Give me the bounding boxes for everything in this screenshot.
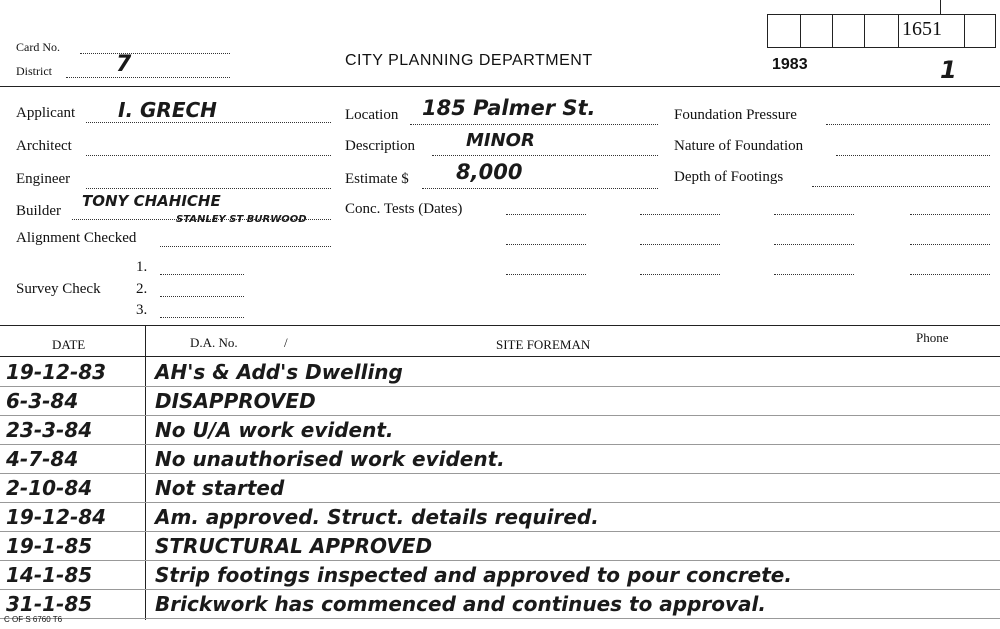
- survey-item-1: 1.: [136, 259, 148, 275]
- conc-line-b3: [640, 274, 720, 275]
- builder-label: Builder: [16, 203, 61, 219]
- header-rule: [0, 86, 1000, 87]
- district-label: District: [16, 64, 52, 78]
- log-row-date: 23-3-84: [6, 418, 93, 442]
- applicant-line: [86, 122, 331, 123]
- log-row-entry: Strip footings inspected and approved to pour concrete.: [155, 563, 792, 587]
- conc-line-a2: [506, 244, 586, 245]
- conc-line-d2: [910, 244, 990, 245]
- engineer-label: Engineer: [16, 171, 71, 187]
- conc-line-a3: [506, 274, 586, 275]
- description-label: Description: [345, 138, 415, 154]
- log-row: [0, 532, 1000, 562]
- log-row: [0, 561, 1000, 591]
- year: 1983: [772, 56, 808, 73]
- depth-of-footings-label: Depth of Footings: [674, 169, 784, 185]
- estimate-value: 8,000: [456, 160, 523, 184]
- log-row: [0, 590, 1000, 620]
- log-row: [0, 416, 1000, 446]
- location-value: 185 Palmer St.: [422, 96, 596, 120]
- architect-line: [86, 155, 331, 156]
- conc-line-c1: [774, 214, 854, 215]
- estimate-line: [422, 188, 658, 189]
- log-row-date: 19-1-85: [6, 534, 93, 558]
- conc-line-c2: [774, 244, 854, 245]
- card-no-line: [80, 53, 230, 54]
- log-row-date: 19-12-83: [6, 360, 107, 384]
- survey-item-2: 2.: [136, 281, 148, 297]
- log-row-entry: Brickwork has commenced and continues to approval.: [155, 592, 766, 616]
- conc-line-d3: [910, 274, 990, 275]
- log-row-entry: No unauthorised work evident.: [155, 447, 505, 471]
- builder-address: STANLEY ST BURWOOD: [176, 214, 307, 225]
- conc-line-d1: [910, 214, 990, 215]
- conc-line-b2: [640, 244, 720, 245]
- foundation-pressure-label: Foundation Pressure: [674, 107, 797, 123]
- location-line: [410, 124, 658, 125]
- builder-value: TONY CHAHICHE: [82, 192, 221, 210]
- log-row: [0, 474, 1000, 504]
- log-row: [0, 387, 1000, 417]
- log-row: [0, 358, 1000, 388]
- card-no-label: Card No.: [16, 40, 60, 54]
- log-row: [0, 503, 1000, 533]
- log-row-entry: Am. approved. Struct. details required.: [155, 505, 599, 529]
- depth-of-footings-line: [812, 186, 990, 187]
- survey-item-3: 3.: [136, 302, 148, 318]
- log-row-date: 4-7-84: [6, 447, 79, 471]
- log-header-slash: /: [284, 335, 288, 350]
- log-header-rule: [0, 356, 1000, 357]
- conc-tests-label: Conc. Tests (Dates): [345, 201, 463, 217]
- log-row-entry: DISAPPROVED: [155, 389, 316, 413]
- log-row-entry: Not started: [155, 476, 285, 500]
- log-header-phone: Phone: [916, 330, 949, 345]
- log-row-date: 31-1-85: [6, 592, 93, 616]
- card-mark: 1: [940, 56, 957, 84]
- survey-line-2: [160, 296, 244, 297]
- alignment-label: Alignment Checked: [16, 230, 137, 246]
- log-row-entry: STRUCTURAL APPROVED: [155, 534, 433, 558]
- nature-of-foundation-line: [836, 155, 990, 156]
- conc-line-c3: [774, 274, 854, 275]
- district-line: [66, 77, 230, 78]
- applicant-value: I. GRECH: [118, 98, 217, 122]
- foundation-pressure-line: [826, 124, 990, 125]
- engineer-line: [86, 188, 331, 189]
- survey-line-3: [160, 317, 244, 318]
- log-row-date: 6-3-84: [6, 389, 79, 413]
- card-box-top-mark: [940, 0, 941, 14]
- district-value: 7: [116, 52, 132, 77]
- location-label: Location: [345, 107, 399, 123]
- applicant-label: Applicant: [16, 105, 76, 121]
- log-row-date: 19-12-84: [6, 505, 107, 529]
- estimate-label: Estimate $: [345, 171, 409, 187]
- conc-line-b1: [640, 214, 720, 215]
- log-header-da-no: D.A. No.: [190, 335, 238, 350]
- log-row-date: 14-1-85: [6, 563, 93, 587]
- department-title: CITY PLANNING DEPARTMENT: [345, 52, 593, 69]
- survey-line-1: [160, 274, 244, 275]
- description-line: [432, 155, 658, 156]
- log-header-date: DATE: [52, 337, 86, 352]
- alignment-line: [160, 246, 331, 247]
- survey-label: Survey Check: [16, 281, 101, 297]
- log-row: [0, 445, 1000, 475]
- nature-of-foundation-label: Nature of Foundation: [674, 138, 804, 154]
- architect-label: Architect: [16, 138, 72, 154]
- card-number: 1651: [902, 18, 942, 40]
- print-code: C OF S 6760 T6: [4, 615, 63, 624]
- log-row-line: [0, 618, 1000, 619]
- log-row-entry: AH's & Add's Dwelling: [155, 360, 403, 384]
- description-value: MINOR: [466, 130, 535, 151]
- card-number-box: [767, 14, 996, 48]
- log-row-entry: No U/A work evident.: [155, 418, 394, 442]
- log-header-site-foreman: SITE FOREMAN: [496, 337, 591, 352]
- log-top-rule: [0, 325, 1000, 326]
- conc-line-a1: [506, 214, 586, 215]
- log-row-date: 2-10-84: [6, 476, 93, 500]
